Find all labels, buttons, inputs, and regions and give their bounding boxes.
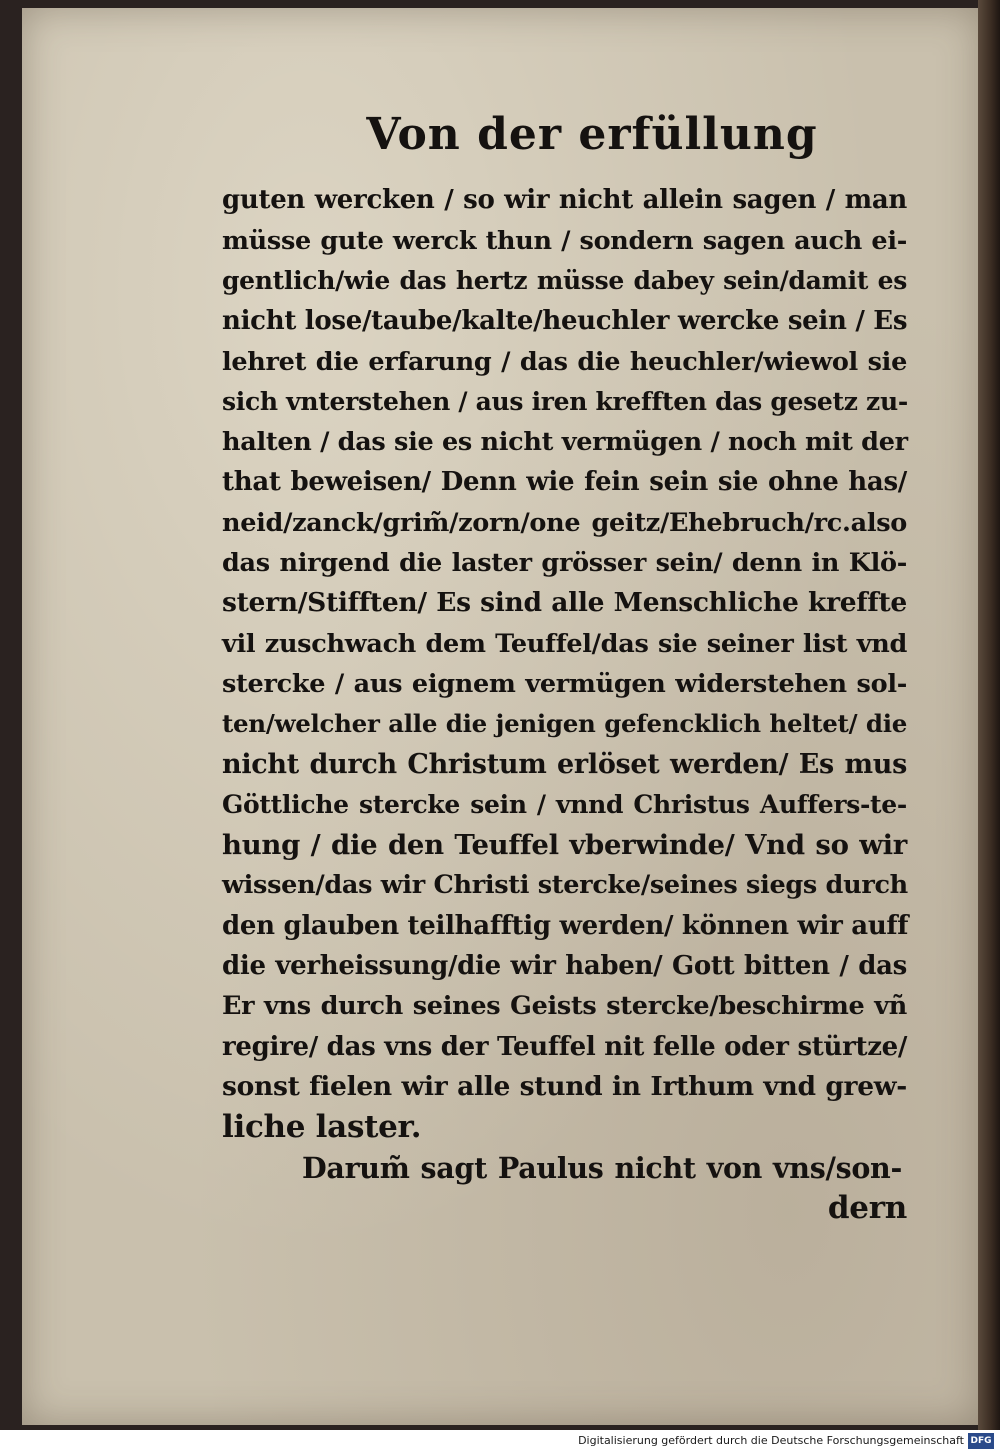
text-line-indented: Darum̃ sagt Paulus nicht von vns/son- xyxy=(302,1150,902,1185)
text-line: regire/ das vns der Teuffel nit felle oder stürtze/ xyxy=(222,1031,908,1062)
body-lines xyxy=(222,180,922,1228)
text-line: lehret die erfarung / das die heuchler/wiewol sie xyxy=(222,346,907,377)
text-line: müsse gute werck thun / sondern sagen auch ei- xyxy=(222,225,907,256)
text-line: Er vns durch seines Geists stercke/beschirme vñ xyxy=(222,991,907,1022)
text-line: guten wercken / so wir nicht allein sagen / man xyxy=(222,185,907,216)
text-line: Göttliche stercke sein / vnnd Christus Auffers-te- xyxy=(222,789,907,819)
text-block xyxy=(222,100,922,1228)
text-line: neid/zanck/grim̃/zorn/one geitz/Ehebruch/rc.also xyxy=(222,507,907,538)
text-line: den glauben teilhafftig werden/ können wir auff xyxy=(222,910,909,941)
text-line: gentlich/wie das hertz müsse dabey sein/damit es xyxy=(222,265,907,295)
dfg-logo-icon: DFG xyxy=(968,1433,994,1449)
text-line: stercke / aus eignem vermügen widerstehen sol- xyxy=(222,668,907,699)
text-line: that beweisen/ Denn wie fein sein sie ohne has/ xyxy=(222,467,907,498)
text-line: die verheissung/die wir haben/ Gott bitten / das xyxy=(222,951,907,982)
text-line: nicht lose/taube/kalte/heuchler wercke sein / Es xyxy=(222,306,908,337)
catchword: dern xyxy=(827,1189,907,1226)
text-line: ten/welcher alle die jenigen gefencklich heltet/ die xyxy=(222,709,907,739)
text-line: vil zuschwach dem Teuffel/das sie seiner list vnd xyxy=(222,628,907,659)
text-line: sonst fielen wir alle stund in Irthum vnd grew- xyxy=(222,1070,907,1102)
text-line: sich vnterstehen / aus iren krefften das gesetz zu- xyxy=(222,386,908,416)
text-line: wissen/das wir Christi stercke/seines siegs durch xyxy=(222,870,908,901)
text-line: das nirgend die laster grösser sein/ denn in Klö- xyxy=(222,548,907,579)
text-line: halten / das sie es nicht vermügen / noch mit der xyxy=(222,427,908,458)
text-line: hung / die den Teuffel vberwinde/ Vnd so wir xyxy=(222,829,907,862)
text-line: stern/Stifften/ Es sind alle Menschliche kreffte xyxy=(222,587,907,619)
binding-edge xyxy=(978,0,1000,1430)
running-head: Von der erfüllung xyxy=(366,109,818,160)
text-line: liche laster. xyxy=(222,1109,422,1146)
funding-credit: Digitalisierung gefördert durch die Deutsche Forschungsgemeinschaft xyxy=(578,1434,964,1447)
footer-bar xyxy=(0,1430,1000,1453)
text-line: nicht durch Christum erlöset werden/ Es mus xyxy=(222,748,907,780)
